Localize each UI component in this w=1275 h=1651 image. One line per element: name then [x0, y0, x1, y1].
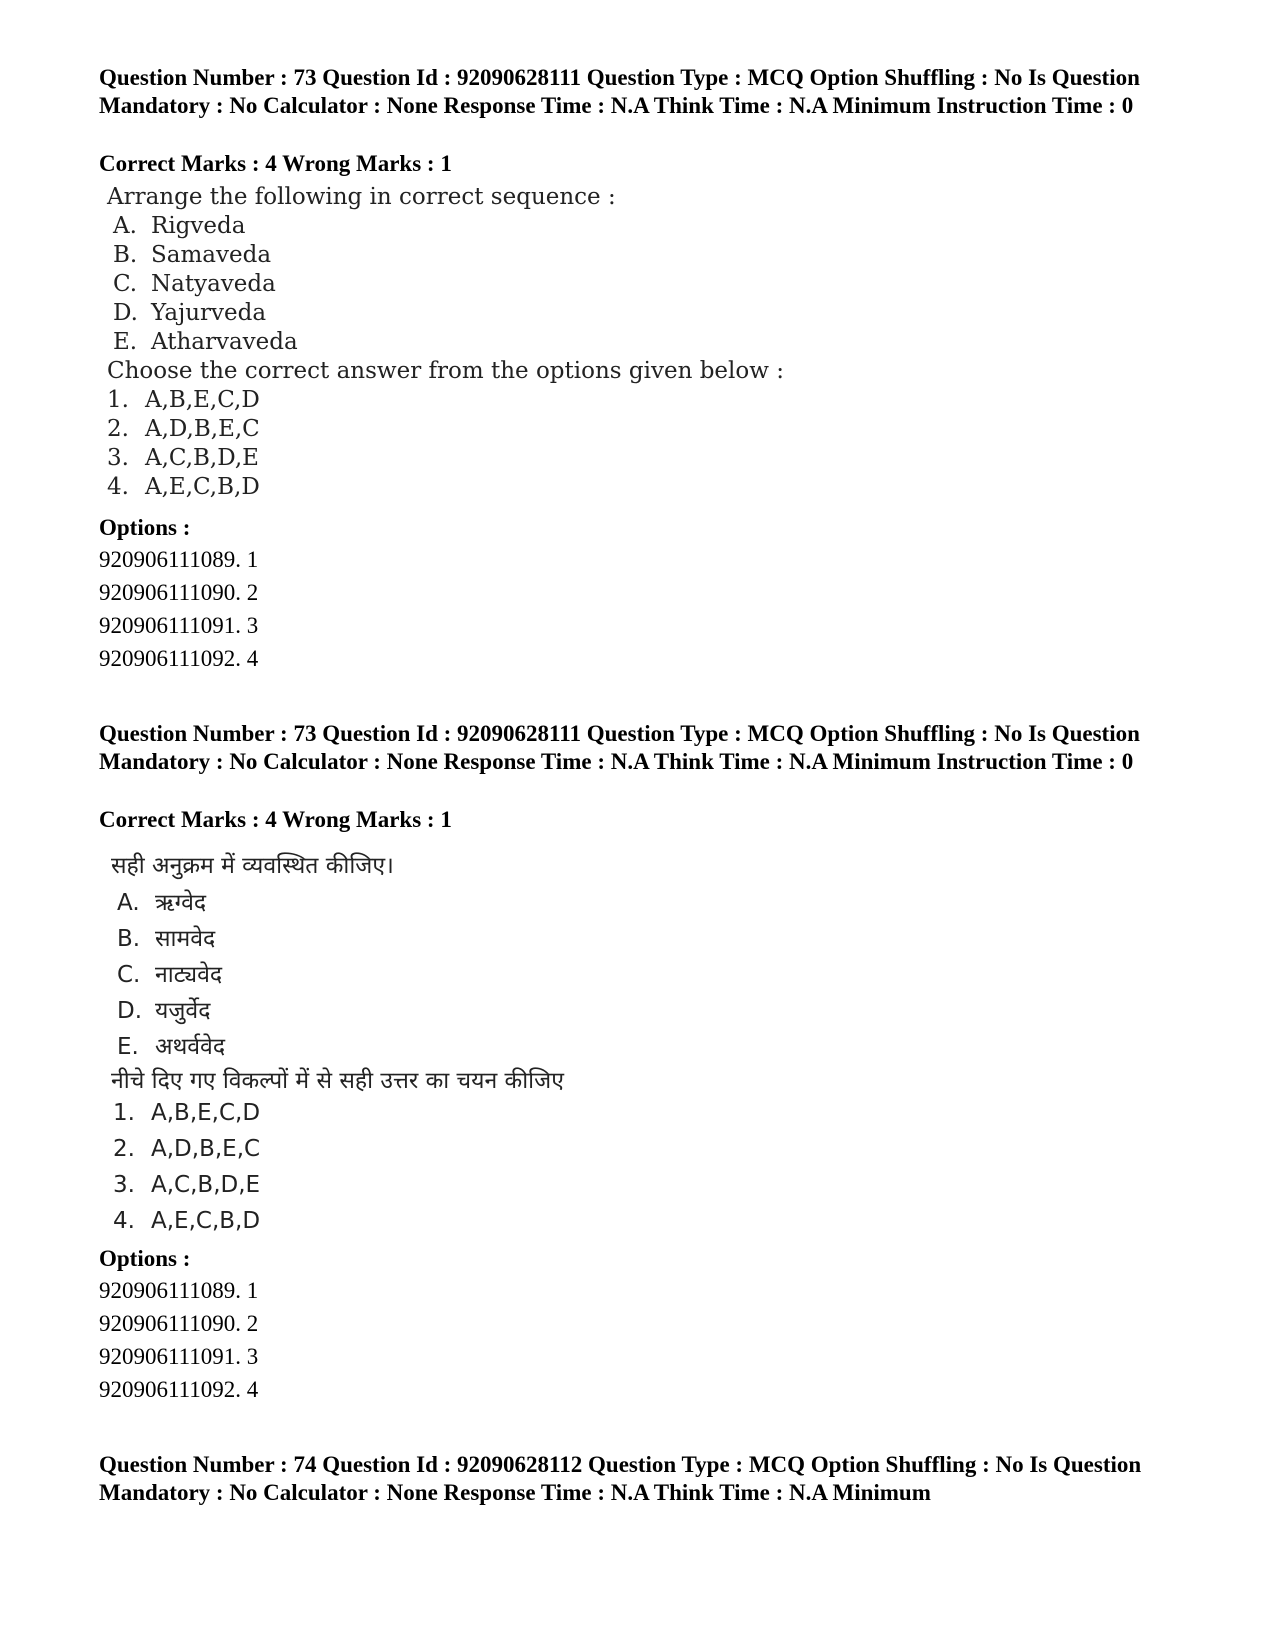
q73-hi-option-4: 920906111092. 4 [99, 1377, 259, 1402]
q73-hi-item-a: A. ऋग्वेद [117, 890, 207, 916]
q73-en-option-2: 920906111090. 2 [99, 580, 259, 605]
q73-en-option-4: 920906111092. 4 [99, 646, 259, 671]
q73-en-item-d: D. Yajurveda [113, 300, 267, 326]
q73-en-meta: Question Number : 73 Question Id : 92090628111 Question Type : MCQ Option Shuffling : No Is Question Mandatory : No Calculator : None Response Time : N.A Think Time : N.A Minimum Instruction Time : 0 [99, 65, 1140, 118]
q73-en-answer-4: 4. A,E,C,B,D [107, 474, 260, 500]
q73-hi-option-2: 920906111090. 2 [99, 1311, 259, 1336]
q73-hi-meta: Question Number : 73 Question Id : 92090628111 Question Type : MCQ Option Shuffling : No Is Question Mandatory : No Calculator : None Response Time : N.A Think Time : N.A Minimum Instruction Time : 0 [99, 721, 1140, 774]
q73-hi-answer-4: 4. A,E,C,B,D [113, 1208, 261, 1234]
q73-en-item-b: B. Samaveda [113, 242, 272, 268]
q73-en-options-heading: Options : [99, 515, 191, 540]
q73-hi-answer-1: 1. A,B,E,C,D [113, 1100, 261, 1126]
q73-en-item-c: C. Natyaveda [113, 271, 276, 297]
q73-hi-item-b: B. सामवेद [117, 926, 216, 952]
q73-hi-option-1: 920906111089. 1 [99, 1278, 259, 1303]
q73-hi-item-c: C. नाट्यवेद [117, 962, 223, 988]
q73-hi-choose: नीचे दिए गए विकल्पों में से सही उत्तर का चयन कीजिए [111, 1068, 564, 1094]
q73-en-answer-3: 3. A,C,B,D,E [107, 445, 259, 471]
q73-hi-option-3: 920906111091. 3 [99, 1344, 259, 1369]
q73-hi-item-d: D. यजुर्वेद [117, 998, 211, 1024]
q73-en-option-3: 920906111091. 3 [99, 613, 259, 638]
q73-en-marks: Correct Marks : 4 Wrong Marks : 1 [99, 151, 452, 176]
q73-hi-item-e: E. अथर्ववेद [117, 1034, 226, 1060]
q73-hi-options-heading: Options : [99, 1246, 191, 1271]
q73-en-item-a: A. Rigveda [113, 213, 246, 239]
q73-hi-prompt: सही अनुक्रम में व्यवस्थित कीजिए। [111, 853, 394, 879]
q73-hi-answer-3: 3. A,C,B,D,E [113, 1172, 261, 1198]
q73-hi-answer-2: 2. A,D,B,E,C [113, 1136, 261, 1162]
q74-meta: Question Number : 74 Question Id : 92090628112 Question Type : MCQ Option Shuffling : No Is Question Mandatory : No Calculator : None Response Time : N.A Think Time : N.A Minimum [99, 1452, 1142, 1505]
q73-en-prompt: Arrange the following in correct sequence : [107, 184, 616, 210]
q73-en-item-e: E. Atharvaveda [113, 329, 298, 355]
q73-en-choose: Choose the correct answer from the options given below : [107, 358, 784, 384]
q73-hi-marks: Correct Marks : 4 Wrong Marks : 1 [99, 807, 452, 832]
q73-en-answer-1: 1. A,B,E,C,D [107, 387, 260, 413]
q73-en-answer-2: 2. A,D,B,E,C [107, 416, 260, 442]
q73-en-option-1: 920906111089. 1 [99, 547, 259, 572]
